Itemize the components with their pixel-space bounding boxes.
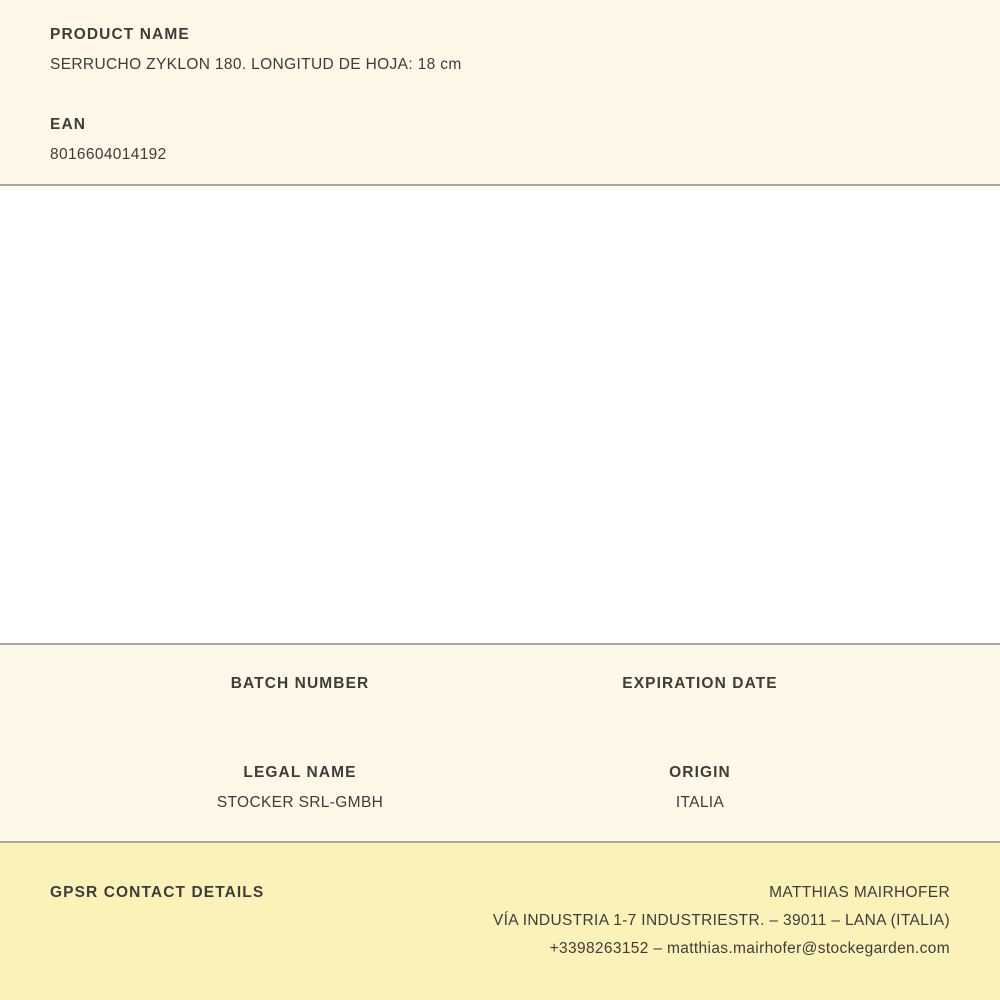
details-row-legal-origin [100, 763, 900, 813]
origin-field [500, 763, 900, 813]
origin-value: ITALIA [675, 794, 725, 811]
gpsr-contact-label: GPSR CONTACT DETAILS [50, 884, 265, 901]
product-header-section [0, 0, 1000, 186]
ean-field [50, 115, 950, 165]
product-details-section [0, 645, 1000, 843]
legal-name-label: LEGAL NAME [243, 764, 357, 781]
contact-address: VÍA INDUSTRIA 1-7 INDUSTRIESTR. – 39011 – LANA (ITALIA) [492, 912, 950, 929]
product-name-label: PRODUCT NAME [50, 26, 190, 43]
batch-number-label: BATCH NUMBER [230, 675, 370, 692]
legal-name-field [100, 763, 500, 813]
ean-label: EAN [50, 116, 87, 133]
batch-number-field [100, 674, 500, 724]
product-image-area [0, 186, 1000, 645]
gpsr-contact-info [493, 883, 950, 967]
contact-person-name: MATTHIAS MAIRHOFER [769, 884, 950, 901]
ean-value: 8016604014192 [50, 146, 167, 163]
gpsr-contact-section [0, 843, 1000, 1000]
legal-name-value: STOCKER SRL-GMBH [216, 794, 384, 811]
product-name-value: SERRUCHO ZYKLON 180. LONGITUD DE HOJA: 18 cm [50, 56, 462, 73]
expiration-date-value [500, 704, 900, 724]
contact-phone-email: +3398263152 – matthias.mairhofer@stockegarden.com [549, 940, 950, 957]
expiration-date-label: EXPIRATION DATE [622, 675, 778, 692]
expiration-date-field [500, 674, 900, 724]
product-name-field [50, 25, 950, 75]
details-row-batch-expiration [100, 645, 900, 724]
batch-number-value [100, 704, 500, 724]
origin-label: ORIGIN [669, 764, 731, 781]
